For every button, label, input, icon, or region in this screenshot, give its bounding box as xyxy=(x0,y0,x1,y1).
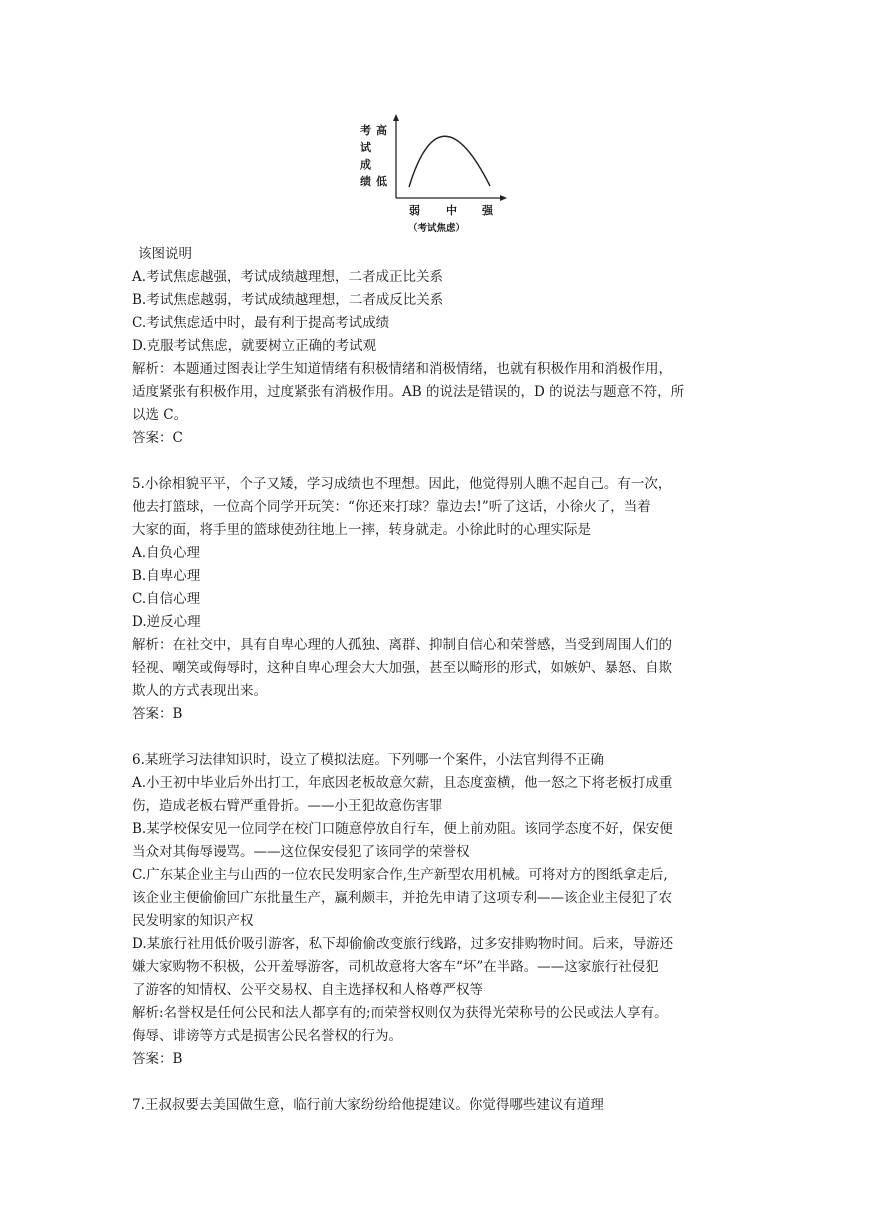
spacer xyxy=(132,1071,752,1094)
q5-option-d: D.逆反心理 xyxy=(132,614,201,630)
q5-stem-line: 5.小徐相貌平平，个子又矮，学习成绩也不理想。因此，他觉得别人瞧不起自己。有一次， xyxy=(132,476,672,492)
x-tick-label: 强 xyxy=(482,204,493,217)
y-high-label: 高 xyxy=(376,124,387,137)
q6-option-line: 了游客的知情权、公平交易权、自主选择权和人格尊严权等 xyxy=(132,982,483,998)
q6-option-line: A.小王初中毕业后外出打工，年底因老板故意欠薪，且态度蛮横，他一怒之下将老板打成重 xyxy=(132,775,673,791)
x-tick-label: 中 xyxy=(446,204,457,217)
y-axis-arrow xyxy=(393,114,399,121)
q4-analysis-line: 解析：本题通过图表让学生知道情绪有积极情绪和消极情绪，也就有积极作用和消极作用， xyxy=(132,361,672,377)
q5-analysis-line: 解析：在社交中，具有自卑心理的人孤独、离群、抑制自信心和荣誉感，当受到周围人们的 xyxy=(132,637,672,653)
q5-stem-line: 大家的面，将手里的篮球使劲往地上一摔，转身就走。小徐此时的心理实际是 xyxy=(132,522,591,538)
q6-analysis-line: 解析:名誉权是任何公民和法人都享有的;而荣誉权则仅为获得光荣称号的公民或法人享有。 xyxy=(132,1005,668,1021)
q5-analysis-line: 轻视、嘲笑或侮辱时，这种自卑心理会大大加强，甚至以畸形的形式，如嫉妒、暴怒、自欺 xyxy=(132,660,672,676)
question-content xyxy=(132,243,752,1117)
q4-analysis-line: 以选 C。 xyxy=(132,407,188,423)
x-axis-arrow xyxy=(500,195,507,201)
y-label-char: 考 xyxy=(360,124,371,137)
spacer xyxy=(132,450,752,473)
q5-answer: 答案：B xyxy=(132,706,183,722)
anxiety-performance-figure xyxy=(352,112,512,236)
q4-answer: 答案：C xyxy=(132,430,183,446)
q6-stem-line: 6.某班学习法律知识时，设立了模拟法庭。下列哪一个案件，小法官判得不正确 xyxy=(132,752,604,768)
q6-option-line: 民发明家的知识产权 xyxy=(132,913,254,929)
q5-option-c: C.自信心理 xyxy=(132,591,201,607)
performance-curve xyxy=(409,136,490,187)
q4-option-c: C.考试焦虑适中时，最有利于提高考试成绩 xyxy=(132,315,390,331)
y-label-char: 试 xyxy=(360,141,371,154)
q6-option-line: 伤，造成老板右臂严重骨折。——小王犯故意伤害罪 xyxy=(132,798,443,814)
q5-analysis-line: 欺人的方式表现出来。 xyxy=(132,683,267,699)
q5-option-b: B.自卑心理 xyxy=(132,568,201,584)
q4-stem: 该图说明 xyxy=(138,246,192,262)
q4-option-d: D.克服考试焦虑，就要树立正确的考试观 xyxy=(132,338,377,354)
x-axis-caption: （考试焦虑） xyxy=(408,223,466,234)
q4-analysis-line: 适度紧张有积极作用，过度紧张有消极作用。AB 的说法是错误的，D 的说法与题意不符，所 xyxy=(132,384,685,400)
inverted-u-chart xyxy=(352,112,512,236)
spacer xyxy=(132,726,752,749)
q5-option-a: A.自负心理 xyxy=(132,545,201,561)
q6-answer: 答案：B xyxy=(132,1051,183,1067)
y-low-label: 低 xyxy=(376,175,387,188)
q4-option-b: B.考试焦虑越弱，考试成绩越理想，二者成反比关系 xyxy=(132,292,444,308)
q4-option-a: A.考试焦虑越强，考试成绩越理想，二者成正比关系 xyxy=(132,269,444,285)
q7-stem: 7.王叔叔要去美国做生意，临行前大家纷纷给他提建议。你觉得哪些建议有道理 xyxy=(132,1097,604,1113)
q6-option-line: 当众对其侮辱谩骂。——这位保安侵犯了该同学的荣誉权 xyxy=(132,844,470,860)
x-tick-label: 弱 xyxy=(409,204,420,217)
q6-option-line: 嫌大家购物不积极，公开羞辱游客，司机故意将大客车“坏”在半路。——这家旅行社侵犯 xyxy=(132,959,659,975)
q5-stem-line: 他去打篮球，一位高个同学开玩笑：“你还来打球？靠边去!”听了这话，小徐火了，当着 xyxy=(132,499,651,515)
q6-analysis-line: 侮辱、诽谤等方式是损害公民名誉权的行为。 xyxy=(132,1028,402,1044)
q6-option-line: C.广东某企业主与山西的一位农民发明家合作,生产新型农用机械。可将对方的图纸拿走后, xyxy=(132,867,668,883)
q6-option-line: B.某学校保安见一位同学在校门口随意停放自行车，便上前劝阻。该同学态度不好，保安便 xyxy=(132,821,673,837)
y-label-char: 成 xyxy=(360,158,371,171)
q6-option-line: D.某旅行社用低价吸引游客，私下却偷偷改变旅行线路，过多安排购物时间。后来，导游还 xyxy=(132,936,674,952)
y-label-char: 绩 xyxy=(360,175,371,188)
q6-option-line: 该企业主便偷偷回广东批量生产，赢利颇丰，并抢先申请了这项专利——该企业主侵犯了农 xyxy=(132,890,672,906)
